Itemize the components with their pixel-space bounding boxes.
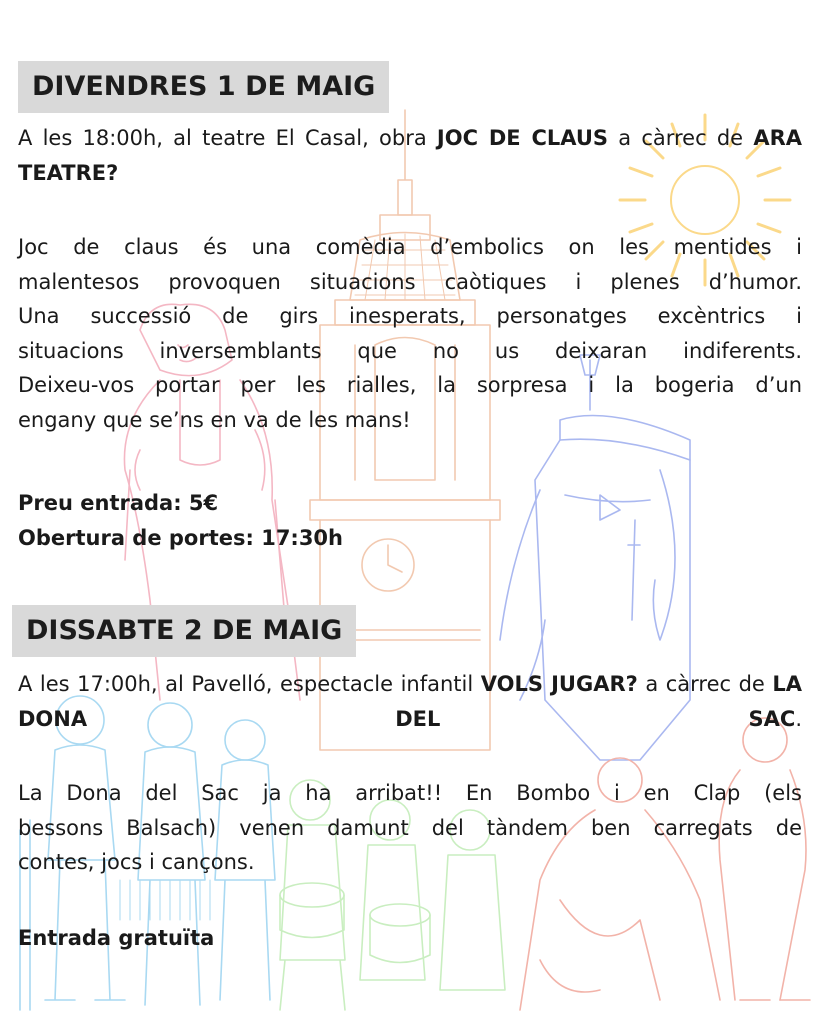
event1-play-title: JOC DE CLAUS: [436, 126, 609, 150]
event2-description-line: contes, jocs i cançons.: [18, 850, 255, 874]
event2-company: LA DONA DEL SAC: [18, 672, 802, 731]
event1-date-banner: DIVENDRES 1 DE MAIG: [18, 61, 389, 113]
event2-description-line: La Dona del Sac ja ha arribat!! En Bombo i en Clap (els: [18, 781, 802, 805]
event2-intro-mid: a càrrec de: [637, 672, 773, 696]
event2-description-line: bessons Balsach) venen damunt del tàndem ben carregats de: [18, 815, 802, 840]
event1-description-line: situacions inversemblants que no us deixaran indiferents.: [18, 338, 802, 363]
event2-intro-pre: A les 17:00h, al Pavelló, espectacle infantil: [18, 672, 481, 696]
event2-date-banner: DISSABTE 2 DE MAIG: [12, 605, 356, 657]
event1-description-line: Deixeu-vos portar per les rialles, la sorpresa i la bogeria d’un: [18, 373, 802, 397]
event2-entry: Entrada gratuïta: [18, 926, 215, 950]
event1-doors: Obertura de portes: 17:30h: [18, 526, 343, 550]
event1-description-line: engany que se’ns en va de les mans!: [18, 407, 411, 432]
event1-intro-mid: a càrrec de: [608, 126, 754, 150]
event2-description: [18, 776, 802, 880]
event1-price: Preu entrada: 5€: [18, 491, 219, 515]
event1-description-line: Una successió de girs inesperats, personatges excèntrics i: [18, 304, 802, 328]
event2-intro-post: .: [795, 706, 802, 731]
event2-intro: [18, 667, 802, 736]
event1-intro: [18, 121, 802, 190]
event2-show-title: VOLS JUGAR?: [480, 672, 638, 696]
event1-description: [18, 230, 802, 437]
event1-description-line: malentesos provoquen situacions caòtiques i plenes d’humor.: [18, 269, 802, 294]
event1-description-line: Joc de claus és una comèdia d’embolics on les mentides i: [18, 235, 802, 259]
event1-intro-pre: A les 18:00h, al teatre El Casal, obra: [18, 126, 437, 150]
event1-company: ARA TEATRE?: [18, 126, 803, 185]
